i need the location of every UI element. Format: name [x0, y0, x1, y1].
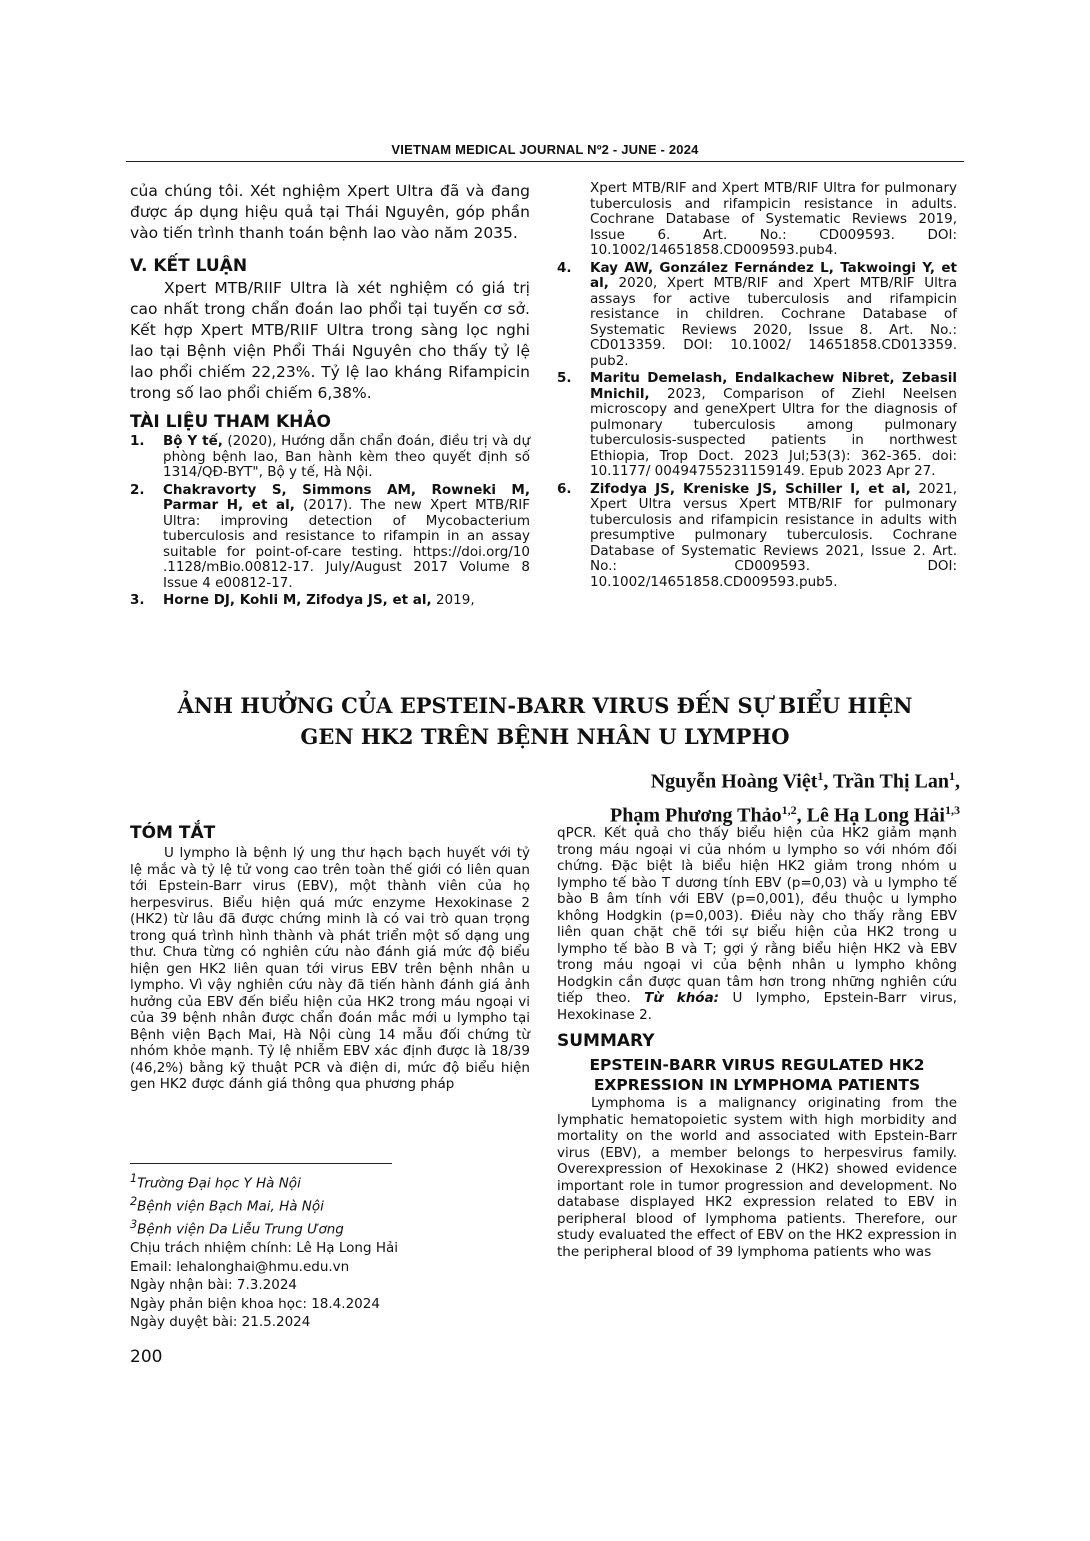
reference-item: [130, 593, 530, 609]
reference-authors: Horne DJ, Kohli M, Zifodya JS, et al,: [163, 592, 432, 608]
affiliation: [130, 1170, 430, 1193]
reference-text: [590, 261, 957, 370]
author-separator: ,: [823, 770, 834, 793]
review-date: Ngày phản biện khoa học: 18.4.2024: [130, 1295, 380, 1312]
reference-authors: Maritu Demelash, Endalkachew Nibret, Zebasil Mnichil,: [590, 370, 957, 402]
abstract-text-continued: [557, 825, 957, 1023]
corresponding-author: Chịu trách nhiệm chính: Lê Hạ Long Hải: [130, 1240, 398, 1256]
reference-body: (2020), Hướng dẫn chẩn đoán, điều trị và dự phòng bệnh lao, Ban hành kèm theo quyết định số 1314/QĐ-BYT", Bộ y tế, Hà Nội.: [163, 433, 530, 480]
received-date: Ngày nhận bài: 7.3.2024: [130, 1277, 298, 1293]
reference-item: [557, 371, 957, 480]
reference-item: [130, 434, 530, 481]
abstract-heading: TÓM TẮT: [130, 823, 216, 843]
article-title-line-2: GEN HK2 TRÊN BỆNH NHÂN U LYMPHO: [300, 724, 790, 749]
reference-text: [163, 434, 530, 481]
reference-authors: Zifodya JS, Kreniske JS, Schiller I, et al,: [590, 480, 911, 497]
affiliation-number: 2: [130, 1195, 138, 1208]
summary-title: [557, 1055, 957, 1095]
top-left-column: [130, 181, 530, 611]
reference-body: (2017). The new Xpert MTB/RIF Ultra: improving detection of Mycobacterium tuberculosis and resistance to rifampin in an assay suitable for point-of-care testing. https://doi.org/10 .1128/mBio.00812-17. July/August 2017 Volume 8 Issue 4 e00812-17.: [163, 497, 530, 591]
reference-text: [163, 593, 530, 609]
author-affiliation: 1,2: [781, 802, 797, 817]
keywords-label: Từ khóa:: [644, 990, 720, 1006]
reference-body: 2021, Xpert Ultra versus Xpert MTB/RIF for pulmonary tuberculosis and rifampicin resistance in adults with presumptive pulmonary tuberculosis. Cochrane Database of Systematic Reviews 2021, Issue 2. Art. No.: CD009593. DOI: 10.1002/14651858.CD009593.pub5.: [590, 480, 957, 590]
author-separator: ,: [796, 804, 807, 827]
summary-title-line-1: EPSTEIN-BARR VIRUS REGULATED HK2: [589, 1056, 925, 1074]
affiliation-name: Bệnh viện Bạch Mai, Hà Nội: [137, 1198, 324, 1215]
author-line-1: [360, 762, 960, 796]
intro-paragraph: của chúng tôi. Xét nghiệm Xpert Ultra đã và đang được áp dụng hiệu quả tại Thái Nguyên, góp phần vào tiến trình thanh toán bệnh lao vào năm 2035.: [130, 182, 530, 242]
conclusion-heading: V. KẾT LUẬN: [130, 256, 248, 276]
reference-item: [130, 483, 530, 592]
reference-authors: Kay AW, González Fernández L, Takwoingi Y, et al,: [590, 259, 957, 291]
reference-item: [557, 482, 957, 591]
abstract-text: U lympho là bệnh lý ung thư hạch bạch huyết với tỷ lệ mắc và tỷ lệ tử vong cao trên toàn thế giới có liên quan tới Epstein-Barr virus (EBV), một thành viên của họ herpesvirus. Biểu hiện quá mức enzyme Hexokinase 2 (HK2) từ lâu đã được chứng minh là có vai trò quan trọng trong quá trình hình thành và phát triển một số dạng ung thư. Chưa từng có nghiên cứu nào đánh giá mức độ biểu hiện gen HK2 liên quan tới virus EBV trên bệnh nhân u lympho. Vì vậy nghiên cứu này đã tiến hành đánh giá ảnh hưởng của EBV đến biểu hiện của HK2 trong máu ngoại vi của 39 bệnh nhân được chẩn đoán mắc mới u lympho tại Bệnh viện Bạch Mai, Hà Nội cùng 14 mẫu đối chứng từ nhóm khỏe mạnh. Tỷ lệ nhiễm EBV xác định được là 18/39 (46,2%) bằng kỹ thuật PCR và điện di, mức độ biểu hiện gen HK2 được đánh giá thông qua phương pháp: [130, 845, 530, 1092]
email: Email: lehalonghai@hmu.edu.vn: [130, 1258, 350, 1275]
reference-body: 2020, Xpert MTB/RIF and Xpert MTB/RIF Ultra assays for active tuberculosis and rifampicin resistance in children. Cochrane Database of Systematic Reviews 2020, Issue 8. Art. No.: CD013359. DOI: 10.1002/ 14651858.CD013359. pub2.: [590, 275, 957, 369]
keywords: U lympho, Epstein-Barr virus, Hexokinase 2.: [557, 990, 957, 1023]
author-affiliation: 1,3: [945, 802, 960, 817]
reference-item: [557, 261, 957, 370]
reference-text: [163, 483, 530, 592]
affiliation-name: Trường Đại học Y Hà Nội: [137, 1175, 301, 1192]
reference-number: 3.: [130, 592, 145, 608]
abstract-left-column: [130, 823, 530, 1093]
author-name: Nguyễn Hoàng Việt: [650, 770, 818, 793]
footnote-rule: [130, 1163, 392, 1164]
reference-number: 4.: [557, 259, 572, 276]
page-number: 200: [130, 1347, 163, 1367]
summary-title-line-2: EXPRESSION IN LYMPHOMA PATIENTS: [593, 1076, 921, 1094]
reference-body: 2023, Comparison of Ziehl Neelsen microscopy and geneXpert Ultra for the diagnosis of pulmonary tuberculosis among pulmonary tuberculosis-suspected patients in northwest Ethiopia, Trop Doct. 2023 Jul;53(3): 362-365. doi: 10.1177/ 00494755231159149. Epub 2023 Apr 27.: [590, 385, 957, 479]
reference-body: 2019,: [431, 592, 475, 608]
author-name: Lê Hạ Long Hải: [806, 804, 945, 827]
reference-list: [130, 434, 530, 609]
author-name: Trần Thị Lan: [833, 770, 949, 793]
article-title: [150, 690, 940, 752]
accepted-date: Ngày duyệt bài: 21.5.2024: [130, 1314, 311, 1330]
reference-authors: Chakravorty S, Simmons AM, Rowneki M, Parmar H, et al,: [163, 481, 530, 513]
affiliation: [130, 1193, 430, 1216]
summary-heading: SUMMARY: [557, 1031, 655, 1051]
reference-text: [590, 371, 957, 480]
reference-authors: Bộ Y tế,: [163, 433, 223, 449]
conclusion-text: Xpert MTB/RIIF Ultra là xét nghiệm có giá trị cao nhất trong chẩn đoán lao phổi tại tuyến cơ sở. Kết hợp Xpert MTB/RIIF Ultra trong sàng lọc nghi lao tại Bệnh viện Phổi Thái Nguyên cho thấy tỷ lệ lao phổi chiếm 22,23%. Tỷ lệ lao kháng Rifampicin trong số lao phổi chiếm 6,38%.: [130, 279, 530, 402]
author-name: Phạm Phương Thảo: [610, 804, 782, 827]
reference-list: [557, 181, 957, 590]
author-affiliation: 1: [949, 769, 955, 783]
article-title-line-1: ẢNH HƯỞNG CỦA EPSTEIN-BARR VIRUS ĐẾN SỰ BIỂU HIỆN: [177, 693, 913, 718]
abstract-right-column: [557, 825, 957, 1260]
author-affiliation: 1: [817, 769, 824, 783]
top-right-column: [557, 181, 957, 592]
references-heading: TÀI LIỆU THAM KHẢO: [130, 412, 331, 432]
footnote: [130, 1170, 430, 1332]
affiliation-number: 3: [130, 1218, 138, 1231]
reference-number: 2.: [130, 481, 145, 498]
reference-number: 1.: [130, 433, 145, 449]
affiliation-name: Bệnh viện Da Liễu Trung Ương: [137, 1221, 344, 1238]
affiliation-number: 1: [130, 1172, 138, 1185]
reference-text: [590, 482, 957, 591]
reference-number: 5.: [557, 370, 572, 386]
reference-number: 6.: [557, 480, 572, 497]
reference-continued: Xpert MTB/RIF and Xpert MTB/RIF Ultra for pulmonary tuberculosis and rifampicin resistance in adults. Cochrane Database of Systematic Reviews 2019, Issue 6. Art. No.: CD009593. DOI: 10.1002/14651858.CD009593.pub4.: [590, 180, 957, 258]
author-list: [360, 762, 960, 829]
author-separator: ,: [955, 770, 960, 793]
abstract-continued: qPCR. Kết quả cho thấy biểu hiện của HK2 giảm mạnh trong máu ngoại vi của nhóm u lympho so với nhóm đối chứng. Đặc biệt là biểu hiện HK2 giảm trong nhóm u lympho tế bào T dương tính EBV (p=0,03) và u lympho tế bào B âm tính với EBV (p=0,001), đều thuộc u lympho không Hodgkin (p=0,003). Điều này cho thấy rằng EBV liên quan chặt chẽ tới sự biểu hiện của HK2 trong u lympho tế bào B và T; gợi ý rằng biểu hiện HK2 và EBV trong máu ngoại vi của bệnh nhân u lympho không Hodgkin cần được quan tâm hơn trong những nghiên cứu tiếp theo.: [557, 825, 957, 1006]
affiliation: [130, 1216, 430, 1239]
reference-item: [557, 181, 957, 259]
summary-text: Lymphoma is a malignancy originating from the lymphatic hematopoietic system with high morbidity and mortality on the world and associated with Epstein-Barr virus (EBV), a member belongs to herpesvirus family. Overexpression of Hexokinase 2 (HK2) showed evidence important role in tumor progression and development. No database displayed HK2 expression related to EBV in peripheral blood of lymphoma patients. Therefore, our study evaluated the effect of EBV on the HK2 expression in the peripheral blood of 39 lymphoma patients who was: [557, 1095, 957, 1260]
journal-header: VIETNAM MEDICAL JOURNAL Nº2 - JUNE - 2024: [391, 142, 699, 157]
header-rule: [126, 161, 964, 162]
